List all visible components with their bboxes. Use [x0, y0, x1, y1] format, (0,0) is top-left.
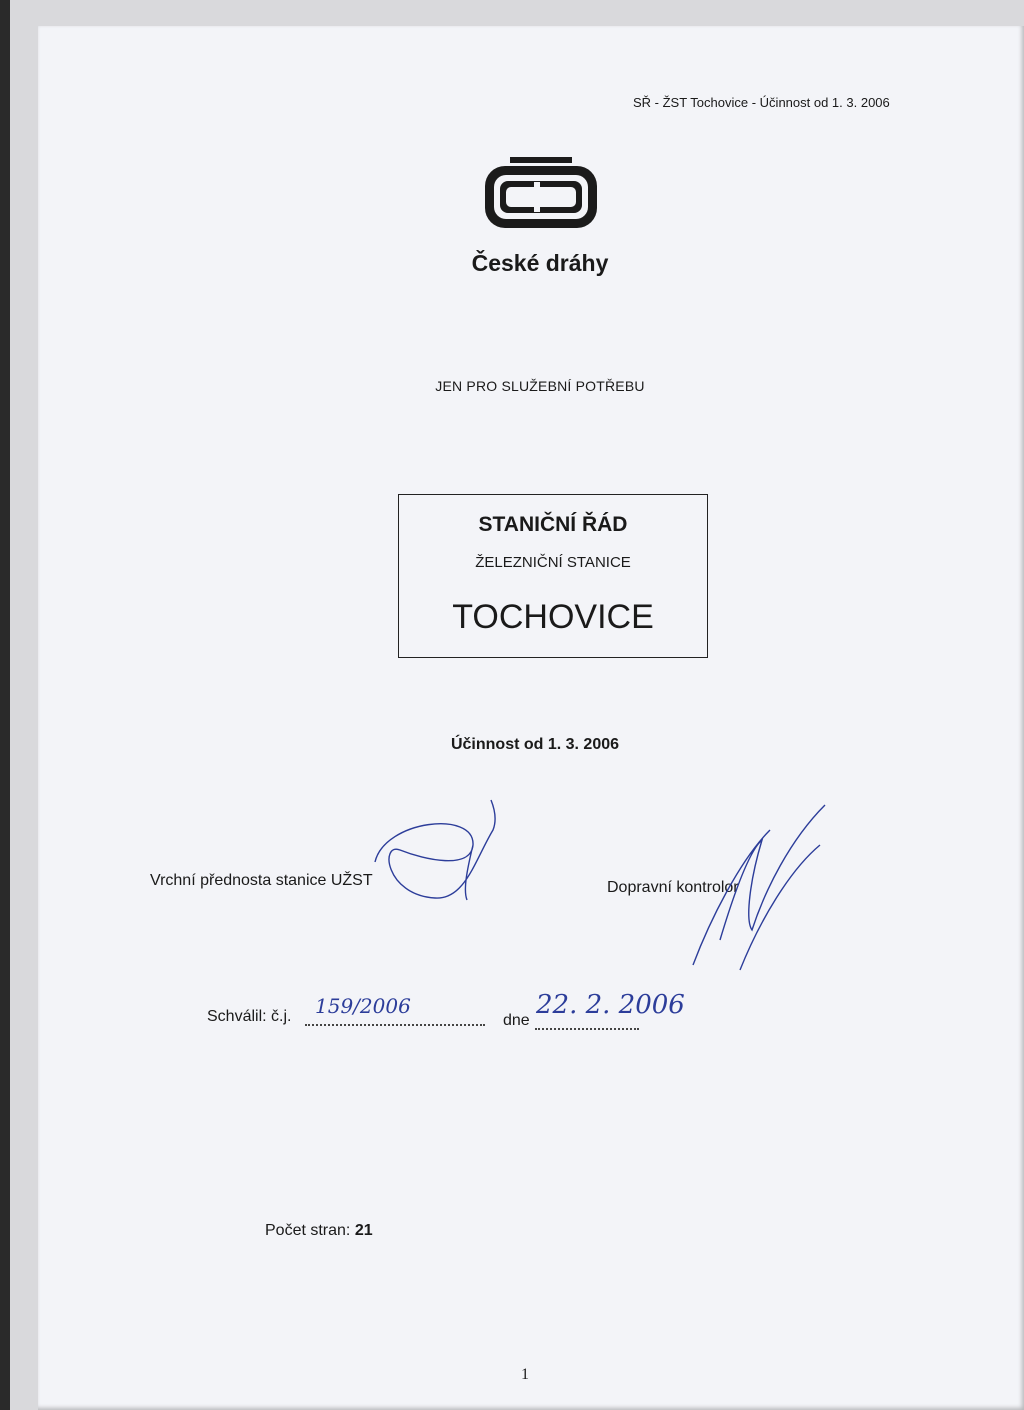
- doc-type-title: STANIČNÍ ŘÁD: [478, 513, 628, 536]
- right-signature-label: Dopravní kontrolor: [607, 879, 739, 896]
- station-name: TOCHOVICE: [452, 598, 654, 636]
- station-subtitle: ŽELEZNIČNÍ STANICE: [475, 554, 631, 571]
- left-signature: [355, 800, 505, 910]
- page-count-value: 21: [354, 1222, 373, 1239]
- cd-logo: [482, 156, 600, 232]
- document-page: [38, 26, 1024, 1410]
- page-count: [265, 1222, 373, 1240]
- approval-label: Schválil: č.j.: [207, 1008, 292, 1025]
- right-signature: [690, 800, 840, 980]
- scan-edge: [0, 0, 10, 1410]
- effective-date: Účinnost od 1. 3. 2006: [450, 736, 620, 753]
- running-header: SŘ - ŽST Tochovice - Účinnost od 1. 3. 2006: [633, 95, 890, 110]
- date-label: dne: [503, 1012, 530, 1029]
- page-number: 1: [521, 1366, 529, 1383]
- handwritten-date: 22. 2. 2006: [536, 990, 685, 1020]
- left-signature-label: Vrchní přednosta stanice UŽST: [150, 872, 373, 889]
- page-count-label: Počet stran:: [265, 1222, 351, 1239]
- company-name: České dráhy: [471, 250, 609, 276]
- classification-label: JEN PRO SLUŽEBNÍ POTŘEBU: [435, 378, 645, 394]
- handwritten-reference: 159/2006: [315, 994, 411, 1018]
